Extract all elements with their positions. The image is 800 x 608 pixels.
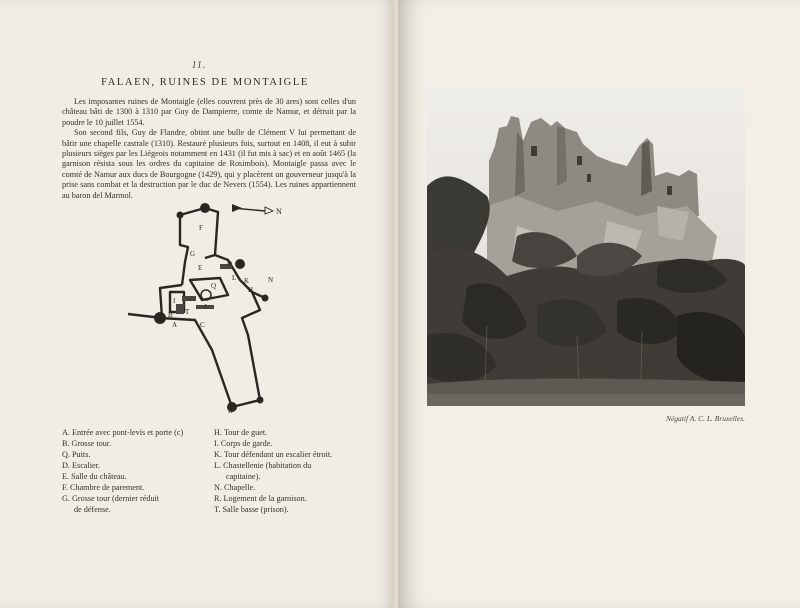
room-label-j: J xyxy=(204,303,207,311)
paragraph-1: Les imposantes ruines de Montaigle (elles couvrent près de 30 ares) sont celles d'un château bâti de 1300 à 1310 par Guy de Dampierre, comte de Namur, et détruit par la poudre le 10 juillet 1554. xyxy=(62,97,356,127)
legend-item: I. Corps de garde. xyxy=(214,439,273,448)
legend-item: T. Salle basse (prison). xyxy=(214,505,289,514)
legend-item: F. Chambre de parement. xyxy=(62,483,145,492)
room-label-d: D xyxy=(227,260,233,268)
legend-item: A. Entrée avec pont-levis et porte (c) xyxy=(62,428,184,437)
room-label-t: T xyxy=(185,308,190,316)
legend-item: N. Chapelle. xyxy=(214,483,256,492)
castle-floor-plan xyxy=(120,200,295,425)
room-label-h: H xyxy=(248,286,254,294)
legend-left xyxy=(62,427,212,515)
room-label-g: G xyxy=(190,250,196,258)
legend-item: L. Chastellenie (habitation du xyxy=(214,461,312,470)
room-label-r: R xyxy=(228,407,233,415)
paragraph-2: Son second fils, Guy de Flandre, obtint une bulle de Clément V lui permettant de bâtir une chapelle castrale (1310). Restauré plusieurs fois, surtout en 1408, il eut à subir plusieurs sièges par les Liégeois notamment en 1431 (il fut mis à sac) et en août 1465 (la garnison résista sous les ordres du capitaine de Rosimbois). Montaigle passa avec le comté de Namur aux ducs de Bourgogne (1429), qui y placèrent un gouverneur jusqu'à la prise sans combat et la destruction par le duc de Nevers (1554). Les ruines appartiennent au baron del Marmol. xyxy=(62,128,356,200)
page-number: 11. xyxy=(191,60,207,71)
room-label-k: K xyxy=(244,277,250,285)
page-title: FALAEN, RUINES DE MONTAIGLE xyxy=(101,77,309,88)
body-text xyxy=(62,97,356,201)
room-label-b: B xyxy=(168,311,173,319)
legend-item: de défense. xyxy=(74,505,111,514)
grosse-tour-b xyxy=(154,312,166,324)
legend-item: Q. Puits. xyxy=(62,450,91,459)
room-label-l: L xyxy=(232,274,237,282)
ruins-photograph xyxy=(427,86,745,406)
compass-label: N xyxy=(276,207,282,216)
room-label-f: F xyxy=(199,224,203,232)
room-label-c: C xyxy=(200,321,205,329)
legend-item: B. Grosse tour. xyxy=(62,439,112,448)
photo-caption: Négatif A. C. L. Bruxelles. xyxy=(665,414,745,423)
legend-item: K. Tour défendant un escalier étroit. xyxy=(214,450,333,459)
north-arrow-icon xyxy=(232,204,282,216)
room-label-a: A xyxy=(172,321,178,329)
legend-item: H. Tour de guet. xyxy=(214,428,268,437)
room-label-q: Q xyxy=(211,282,217,290)
legend-right xyxy=(214,427,364,515)
side-label-n: N xyxy=(268,276,274,284)
legend-item: E. Salle du château. xyxy=(62,472,127,481)
left-page xyxy=(0,0,398,608)
room-label-e: E xyxy=(198,264,203,272)
room-label-i: I xyxy=(173,297,176,305)
legend-item: G. Grosse tour (dernier réduit xyxy=(62,494,160,503)
ruins-photo-image xyxy=(427,86,745,406)
legend-item: D. Escalier. xyxy=(62,461,100,470)
legend-item: R. Logement de la garnison. xyxy=(214,494,307,503)
legend-item: capitaine). xyxy=(226,472,261,481)
